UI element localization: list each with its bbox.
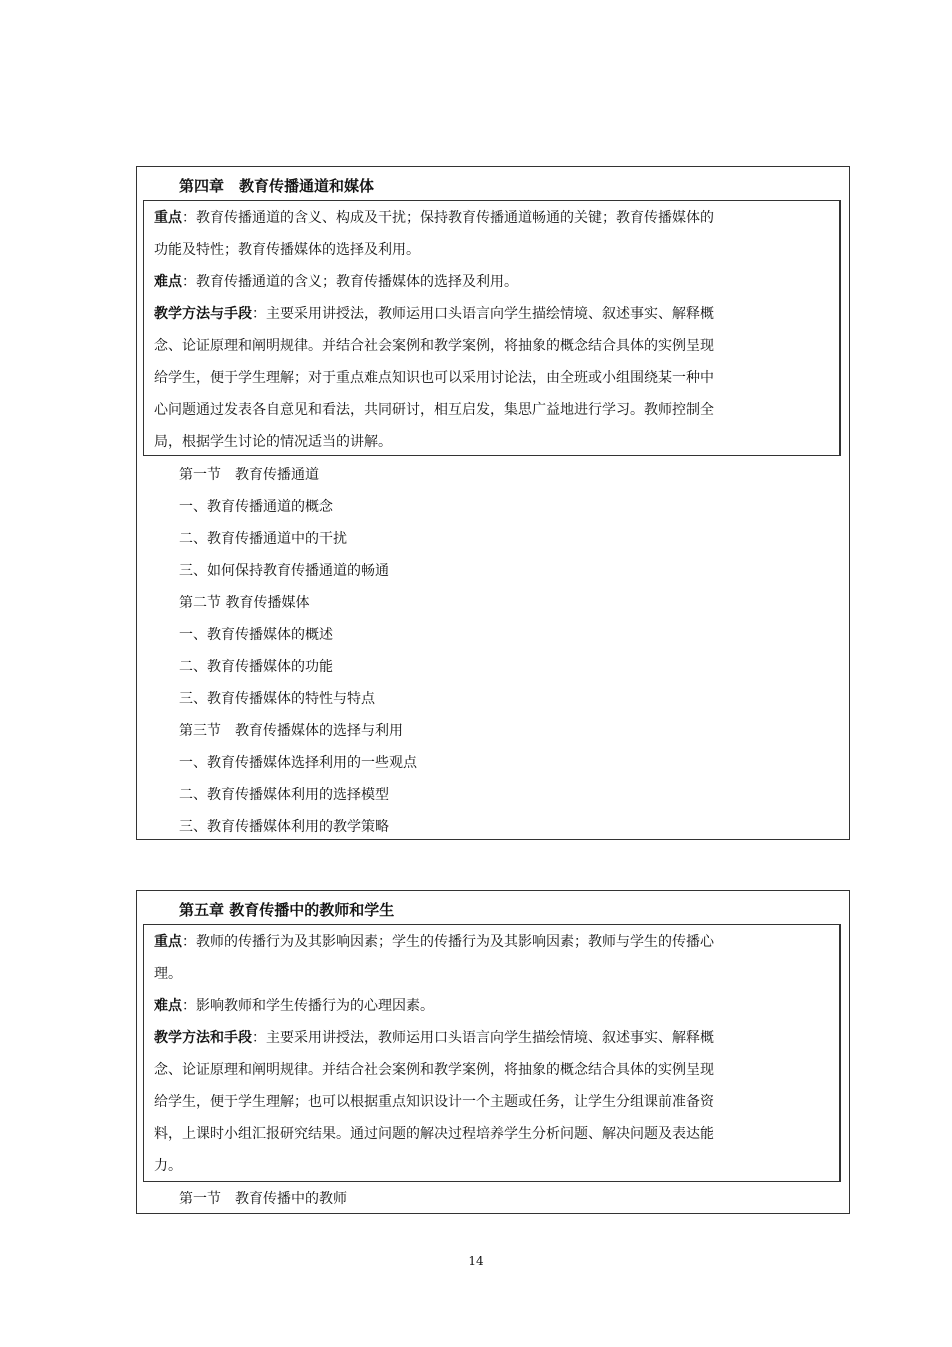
outline-item: 一、教育传播通道的概念 (179, 499, 333, 515)
chapter4-method-line4: 心问题通过发表各自意见和看法，共同研讨，相互启发，集思广益地进行学习。教师控制全 (154, 402, 714, 418)
chapter4-method-line5: 局，根据学生讨论的情况适当的讲解。 (154, 434, 392, 450)
chapter4-method-line1: 教学方法与手段：主要采用讲授法，教师运用口头语言向学生描绘情境、叙述事实、解释概 (154, 306, 714, 322)
chapter4-difficulty: 难点：教育传播通道的含义；教育传播媒体的选择及利用。 (154, 274, 518, 290)
key-label: 重点 (154, 934, 182, 950)
difficulty-label: 难点 (154, 274, 182, 290)
chapter4-key-line1: 重点：教育传播通道的含义、构成及干扰；保持教育传播通道畅通的关键；教育传播媒体的 (154, 210, 714, 226)
outline-item: 第一节 教育传播通道 (179, 467, 319, 483)
chapter4-section (136, 166, 850, 840)
outline-item: 二、教育传播通道中的干扰 (179, 531, 347, 547)
outline-item: 二、教育传播媒体的功能 (179, 659, 333, 675)
chapter4-title: 第四章 教育传播通道和媒体 (179, 177, 375, 195)
method-label: 教学方法和手段 (154, 1030, 252, 1046)
chapter5-method-line1: 教学方法和手段：主要采用讲授法，教师运用口头语言向学生描绘情境、叙述事实、解释概 (154, 1030, 714, 1046)
outline-item: 三、教育传播媒体的特性与特点 (179, 691, 375, 707)
chapter5-section (136, 890, 850, 1214)
chapter5-key-line2: 理。 (154, 966, 182, 982)
chapter4-key-line2: 功能及特性；教育传播媒体的选择及利用。 (154, 242, 420, 258)
outline-item: 第一节 教育传播中的教师 (179, 1191, 347, 1207)
outline-item: 三、如何保持教育传播通道的畅通 (179, 563, 389, 579)
chapter5-method-line4: 料，上课时小组汇报研究结果。通过问题的解决过程培养学生分析问题、解决问题及表达能 (154, 1126, 714, 1142)
method-label: 教学方法与手段 (154, 306, 252, 322)
outline-item: 二、教育传播媒体利用的选择模型 (179, 787, 389, 803)
chapter5-method-line5: 力。 (154, 1158, 182, 1174)
outline-item: 第二节 教育传播媒体 (179, 595, 310, 611)
outline-item: 一、教育传播媒体选择利用的一些观点 (179, 755, 417, 771)
outline-item: 一、教育传播媒体的概述 (179, 627, 333, 643)
key-label: 重点 (154, 210, 182, 226)
chapter4-method-line3: 给学生，便于学生理解；对于重点难点知识也可以采用讨论法，由全班或小组围绕某一种中 (154, 370, 714, 386)
chapter5-key-line1: 重点：教师的传播行为及其影响因素；学生的传播行为及其影响因素；教师与学生的传播心 (154, 934, 714, 950)
chapter5-title: 第五章 教育传播中的教师和学生 (179, 901, 395, 919)
chapter4-method-line2: 念、论证原理和阐明规律。并结合社会案例和教学案例，将抽象的概念结合具体的实例呈现 (154, 338, 714, 354)
chapter5-summary-box (143, 924, 841, 1182)
chapter4-summary-box (143, 200, 841, 456)
difficulty-label: 难点 (154, 998, 182, 1014)
outline-item: 三、教育传播媒体利用的教学策略 (179, 819, 389, 835)
chapter5-method-line3: 给学生，便于学生理解；也可以根据重点知识设计一个主题或任务，让学生分组课前准备资 (154, 1094, 714, 1110)
outline-item: 第三节 教育传播媒体的选择与利用 (179, 723, 403, 739)
page-number: 14 (468, 1254, 484, 1268)
chapter5-difficulty: 难点：影响教师和学生传播行为的心理因素。 (154, 998, 434, 1014)
chapter5-method-line2: 念、论证原理和阐明规律。并结合社会案例和教学案例，将抽象的概念结合具体的实例呈现 (154, 1062, 714, 1078)
